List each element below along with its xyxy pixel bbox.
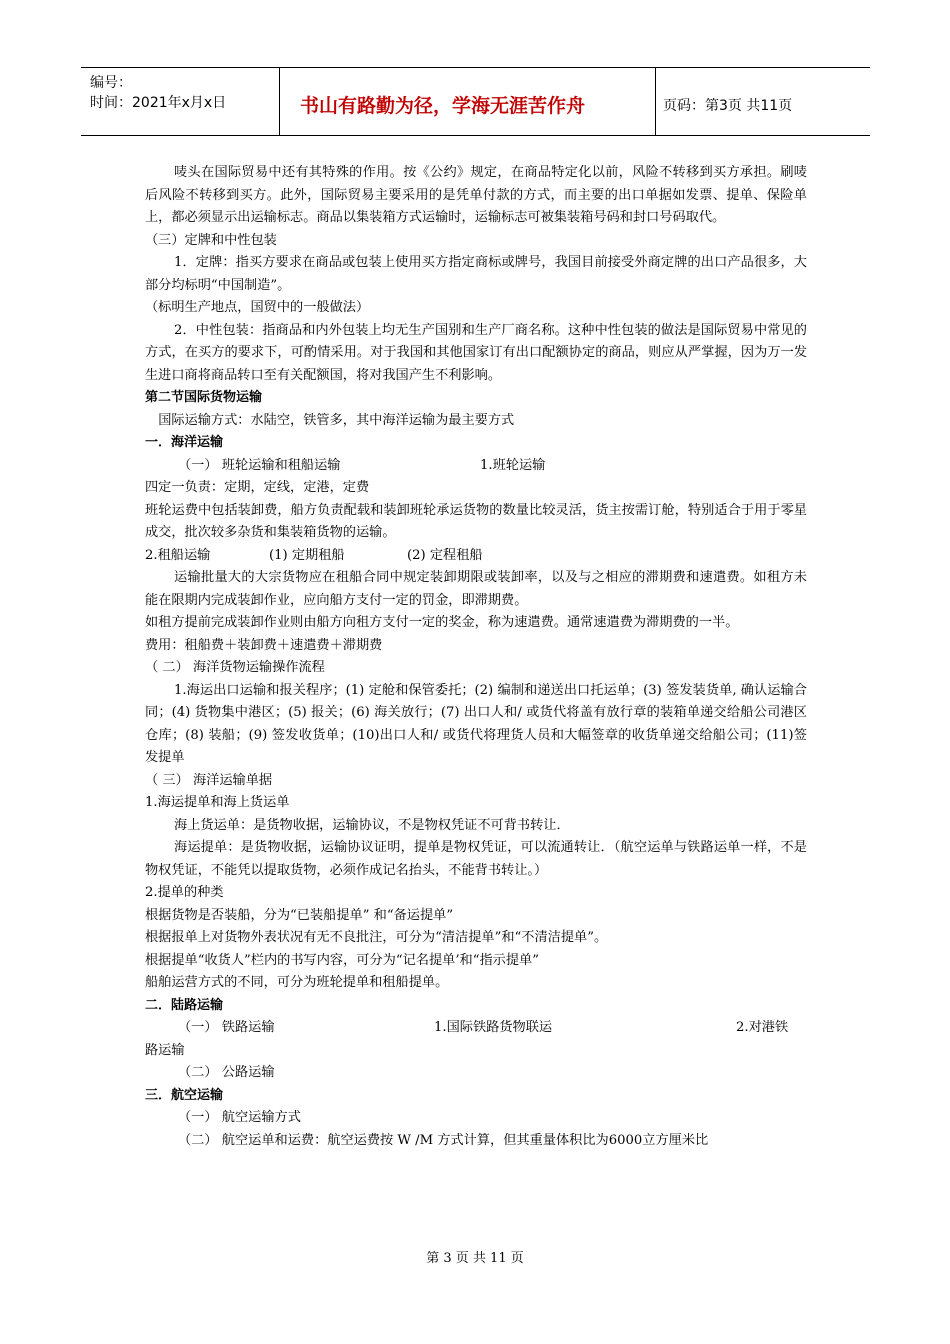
list-item: 2.租船运输 <box>145 547 211 563</box>
list-item: 1.国际铁路货物联运 <box>434 1020 553 1035</box>
paragraph: 2．中性包装：指商品和内外包装上均无生产国别和生产厂商名称。这种中性包装的做法是国际贸易中常见的方式，在买方的要求下，可酌情采用。对于我国和其他国家订有出口配额协定的商品，则应从严掌握，因为万一发生进口商将商品转口至有关配额国，将对我国产生不利影响。 <box>145 322 807 383</box>
section-heading: 三．航空运输 <box>145 1087 224 1103</box>
header-divider-left <box>279 67 280 136</box>
paragraph: 运输批量大的大宗货物应在租船合同中规定装卸期限或装卸率，以及与之相应的滞期费和速遣费。如租方未能在限期内完成装卸作业，应向船方支付一定的罚金，即滞期费。 <box>145 570 807 608</box>
paragraph: 海上货运单：是货物收据，运输协议，不是物权凭证不可背书转让． <box>174 817 570 833</box>
paragraph: 国际运输方式：水陆空，铁管多，其中海洋运输为最主要方式 <box>158 412 515 428</box>
paragraph: 路运输 <box>145 1042 185 1058</box>
section-heading: 二．陆路运输 <box>145 997 224 1013</box>
paragraph: 1.海运提单和海上货运单 <box>145 795 290 810</box>
subsection-heading: （一） 铁路运输 <box>178 1020 275 1035</box>
subsection-heading: （ 二） 海洋货物运输操作流程 <box>145 660 325 675</box>
subsection-heading: （ 三） 海洋运输单据 <box>145 772 273 788</box>
page-number-label: 页码：第3页 共11页 <box>663 98 793 114</box>
paragraph: （标明生产地点，国贸中的一般做法） <box>145 300 370 315</box>
paragraph: 根据报单上对货物外表状况有无不良批注，可分为“清洁提单”和“不清洁提单”。 <box>145 930 608 945</box>
paragraph: 班轮运费中包括装卸费，船方负责配载和装卸班轮承运货物的数量比较灵活，货主按需订舱，特别适合于用于零星成交，批次较多杂货和集装箱货物的运输。 <box>145 502 807 540</box>
paragraph: 如租方提前完成装卸作业则由船方向租方支付一定的奖金，称为速遣费。通常速遣费为滞期费的一半。 <box>145 615 739 630</box>
list-item: 1.班轮运输 <box>480 457 546 473</box>
paragraph: 根据货物是否装船，分为“已装船提单” 和“备运提单” <box>145 907 454 923</box>
section-heading: 第二节国际货物运输 <box>145 390 263 405</box>
doc-time-label: 时间：2021年x月x日 <box>90 95 227 111</box>
subsection-heading: （三）定牌和中性包装 <box>145 232 277 248</box>
doc-number-label: 编号： <box>90 75 132 91</box>
paragraph: 唛头在国际贸易中还有其特殊的作用。按《公约》规定，在商品特定化以前，风险不转移到买方承担。刷唛后风险不转移到买方。此外，国际贸易主要采用的是凭单付款的方式，而主要的出口单据如发票、提单、保险单上，都必须显示出运输标志。商品以集装箱方式运输时，运输标志可被集装箱号码和封口号码取代。 <box>145 165 807 225</box>
paragraph: 船舶运营方式的不同，可分为班轮提单和租船提单。 <box>145 975 449 990</box>
header-top-border <box>81 67 870 68</box>
paragraph: 1.海运出口运输和报关程序；(1) 定舱和保管委托；(2) 编制和递送出口托运单；(3) 签发装货单, 确认运输合同；(4) 货物集中港区；(5) 报关；(6) 海关放行；(7) 出口人和/ 或货代将盖有放行章的装箱单递交给船公司港区仓库；(8) 装船；(9) 签发收货单；(10)出口人和/ 或货代将理货人员和大幅签章的收货单递交给船公司；(11)签发提单 <box>145 682 807 765</box>
subsection-heading: （一） 班轮运输和租船运输 <box>178 457 341 473</box>
list-item: 2.对港铁 <box>736 1020 789 1035</box>
subsection-heading: （一） 航空运输方式 <box>178 1110 301 1125</box>
section-heading: 一．海洋运输 <box>145 435 224 450</box>
document-body <box>145 162 807 1152</box>
subsection-row <box>145 455 807 478</box>
paragraph: 费用：租船费＋装卸费＋速遣费＋滞期费 <box>145 637 383 653</box>
motto-banner: 书山有路勤为径，学海无涯苦作舟 <box>300 95 586 117</box>
paragraph: 1．定牌：指买方要求在商品或包装上使用买方指定商标或牌号，我国目前接受外商定牌的出口产品很多，大部分均标明“中国制造”。 <box>145 255 807 293</box>
list-row <box>145 545 807 568</box>
subsection-heading: （二） 航空运单和运费：航空运费按 W /M 方式计算，但其重量体积比为6000立方厘米比 <box>178 1132 709 1148</box>
page-footer: 第 3 页 共 11 页 <box>426 1251 524 1266</box>
list-item: (2) 定程租船 <box>407 547 483 563</box>
header-divider-right <box>655 67 656 136</box>
paragraph: 海运提单：是货物收据，运输协议证明，提单是物权凭证，可以流通转让．（航空运单与铁路运单一样，不是物权凭证，不能凭以提取货物，必须作成记名抬头，不能背书转让。） <box>145 840 807 878</box>
subsection-heading: （二） 公路运输 <box>178 1065 275 1080</box>
paragraph: 四定一负责：定期，定线，定港，定费 <box>145 480 370 495</box>
paragraph: 根据提单“收货人”栏内的书写内容，可分为“记名提单’和“指示提单” <box>145 952 539 968</box>
list-item: (1) 定期租船 <box>269 547 345 563</box>
header-bottom-border <box>81 135 870 136</box>
paragraph: 2.提单的种类 <box>145 885 224 900</box>
subsection-row <box>145 1017 807 1040</box>
